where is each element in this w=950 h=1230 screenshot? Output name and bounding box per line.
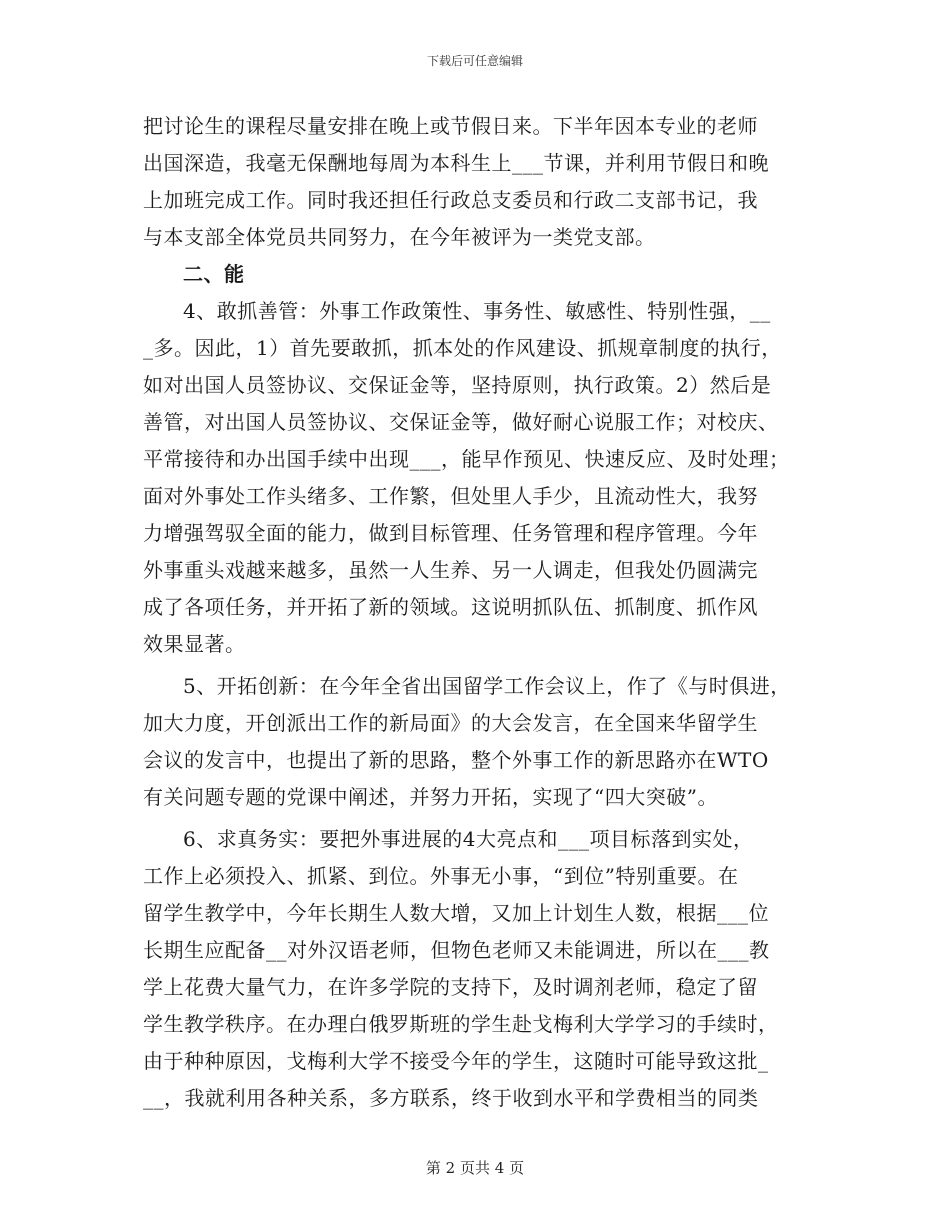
text-line: 把讨论生的课程尽量安排在晚上或节假日来。下半年因本专业的老师 xyxy=(143,114,758,138)
text-line: 学生教学秩序。在办理白俄罗斯班的学生赴戈梅利大学学习的手续时， xyxy=(143,1012,779,1036)
text-line: 上加班完成工作。同时我还担任行政总支委员和行政二支部书记，我 xyxy=(143,188,758,212)
text-line: 4、敢抓善管：外事工作政策性、事务性、敏感性、特别性强，__ xyxy=(183,299,771,323)
paragraph xyxy=(143,668,813,816)
text-line: 有关问题专题的党课中阐述，并努力开拓，实现了“四大突破”。 xyxy=(143,785,718,809)
text-line: 出国深造，我毫无保酬地每周为本科生上___节课，并利用节假日和晚 xyxy=(143,151,769,175)
text-line: 如对出国人员签协议、交保证金等，坚持原则，执行政策。2）然后是 xyxy=(143,373,772,397)
section-heading: 二、能 xyxy=(183,262,245,286)
paragraph xyxy=(143,293,813,663)
text-line: 长期生应配备__对外汉语老师，但物色老师又未能调进，所以在___教 xyxy=(143,938,770,962)
text-line: __，我就利用各种关系，多方联系，终于收到水平和学费相当的同类 xyxy=(143,1086,759,1110)
text-line: 加大力度，开创派出工作的新局面》的大会发言，在全国来华留学生 xyxy=(143,711,758,735)
text-line: 成了各项任务，并开拓了新的领域。这说明抓队伍、抓制度、抓作风 xyxy=(143,595,758,619)
text-line: 平常接待和办出国手续中出现___，能早作预见、快速反应、及时处理； xyxy=(143,447,790,471)
text-line: 工作上必须投入、抓紧、到位。外事无小事，“到位”特别重要。在 xyxy=(143,864,739,888)
text-line: 善管，对出国人员签协议、交保证金等，做好耐心说服工作；对校庆、 xyxy=(143,410,779,434)
text-line: 6、求真务实：要把外事进展的4大亮点和___项目标落到实处， xyxy=(183,827,754,851)
text-line: 外事重头戏越来越多，虽然一人生养、另一人调走，但我处仍圆满完 xyxy=(143,558,758,582)
text-line: 留学生教学中，今年长期生人数大增，又加上计划生人数，根据___位 xyxy=(143,901,769,925)
text-line: 力增强驾驭全面的能力，做到目标管理、任务管理和程序管理。今年 xyxy=(143,521,758,545)
paragraph xyxy=(143,108,813,256)
text-line: _多。因此，1）首先要敢抓，抓本处的作风建设、抓规章制度的执行， xyxy=(143,336,782,360)
text-line: 5、开拓创新：在今年全省出国留学工作会议上，作了《与时俱进， xyxy=(183,674,791,698)
page-header: 下载后可任意编辑 xyxy=(426,54,523,68)
page-number: 第 2 页共 4 页 xyxy=(425,1159,525,1177)
text-line: 与本支部全体党员共同努力，在今年被评为一类党支部。 xyxy=(143,225,656,249)
paragraph xyxy=(143,821,813,1117)
text-line: 面对外事处工作头绪多、工作繁，但处里人手少，且流动性大，我努 xyxy=(143,484,758,508)
text-line: 学上花费大量气力，在许多学院的支持下，及时调剂老师，稳定了留 xyxy=(143,975,758,999)
text-line: 会议的发言中，也提出了新的思路，整个外事工作的新思路亦在WTO xyxy=(143,748,769,772)
text-line: 效果显著。 xyxy=(143,632,246,656)
text-line: 由于种种原因，戈梅利大学不接受今年的学生，这随时可能导致这批_ xyxy=(143,1049,769,1073)
document-body xyxy=(143,108,813,1117)
